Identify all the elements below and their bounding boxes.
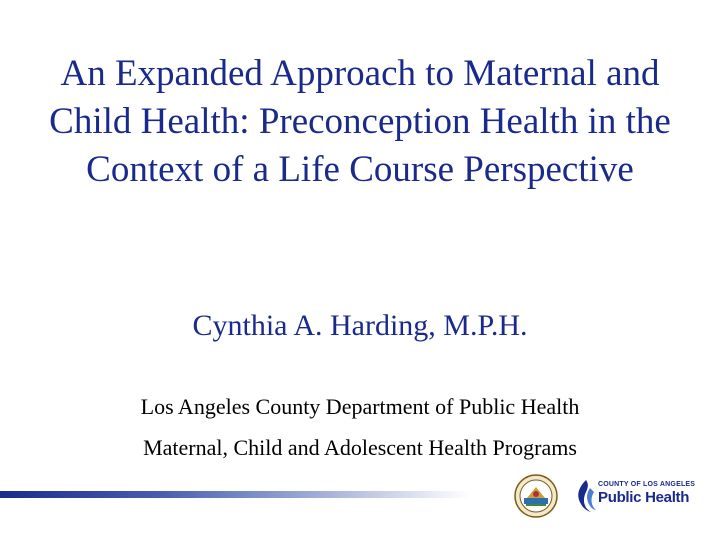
gradient-divider [0,491,470,498]
public-health-logo-small-text: COUNTY OF LOS ANGELES [598,481,696,488]
public-health-flame-icon [572,478,598,514]
public-health-logo-big-text: Public Health [598,489,690,506]
slide-title: An Expanded Approach to Maternal and Child Health: Preconception Health in the Context of a Life Course Perspective [49,53,671,190]
organization-line-1: Los Angeles County Department of Public Health [140,394,580,419]
public-health-logo [572,478,704,516]
county-seal-logo [514,474,558,518]
organization-line-2: Maternal, Child and Adolescent Health Programs [143,435,577,460]
presenter-name: Cynthia A. Harding, M.P.H. [192,309,528,342]
